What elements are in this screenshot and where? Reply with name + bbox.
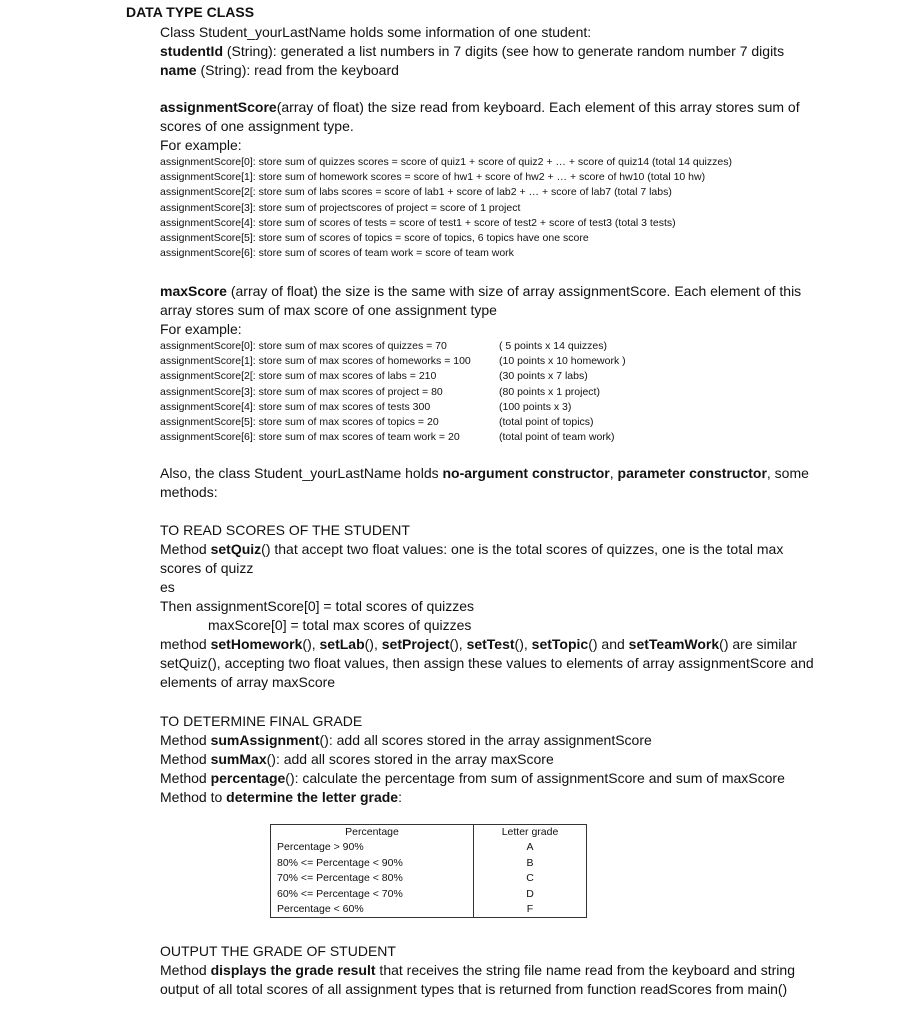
assignment-label: assignmentScore — [160, 99, 277, 115]
sum-max-name: sumMax — [210, 751, 267, 767]
display-pre: Method — [160, 962, 211, 978]
similar-line-3: elements of array maxScore — [160, 674, 336, 690]
set-quiz-name: setQuiz — [210, 541, 262, 557]
class-intro — [160, 23, 820, 80]
assignment-example-line: assignmentScore[0]: store sum of quizzes scores = score of quiz1 + score of quiz2 + … + score of quiz14 (total 14 quizzes) — [160, 156, 732, 168]
display-line-1 — [160, 961, 820, 980]
assignment-example-line: assignmentScore[4]: store sum of scores of tests = score of test1 + score of test2 + score of test3 (total 3 tests) — [160, 216, 676, 229]
l1-pre: Method — [160, 732, 211, 748]
final-grade-title: TO DETERMINE FINAL GRADE — [160, 713, 363, 729]
sim-sep: () and — [588, 636, 629, 652]
sim-sep: () are similar — [719, 636, 797, 652]
param-constructor: parameter constructor — [617, 465, 767, 481]
max-row-right: ( 5 points x 14 quizzes) — [499, 340, 607, 352]
student-id-text: (String): generated a list numbers in 7 digits (see how to generate random number 7 digits — [223, 43, 785, 59]
similar-line-1 — [160, 635, 820, 654]
then-line-2: maxScore[0] = total max scores of quizzes — [208, 617, 472, 633]
l3-pre: Method — [160, 770, 211, 786]
set-quiz-rest: () that accept two float values: one is the total scores of quizzes, one is the total max — [261, 541, 784, 557]
assignment-example-line: assignmentScore[5]: store sum of scores of topics = score of topics, 6 topics have one score — [160, 232, 589, 245]
no-arg-constructor: no-argument constructor — [442, 465, 610, 481]
max-row-right: (total point of team work) — [499, 431, 615, 444]
l3-rest: (): calculate the percentage from sum of assignmentScore and sum of maxScore — [285, 770, 785, 786]
max-example-row — [160, 385, 820, 400]
letter-cell: D — [474, 887, 587, 902]
letter-cell: A — [474, 840, 587, 855]
sum-assignment-line — [160, 731, 820, 750]
l2-pre: Method — [160, 751, 211, 767]
max-example-row — [160, 339, 820, 354]
percentage-cell: Percentage > 90% — [271, 840, 474, 855]
letter-cell: B — [474, 856, 587, 871]
max-desc-2: array stores sum of max score of one assignment type — [160, 302, 497, 318]
name-line — [160, 61, 820, 80]
max-row-left: assignmentScore[1]: store sum of max scores of homeworks = 100 — [160, 355, 471, 368]
assignment-score-section — [160, 98, 820, 261]
assignment-for-example: For example: — [160, 137, 242, 153]
similar-line-2: setQuiz(), accepting two float values, then assign these values to elements of array assignmentScore and — [160, 655, 814, 671]
sim-pre: method — [160, 636, 211, 652]
assignment-desc — [160, 98, 820, 117]
table-row — [271, 887, 587, 902]
max-desc — [160, 282, 820, 301]
assignment-example-line: assignmentScore[2[: store sum of labs scores = score of lab1 + score of lab2 + … + score of lab7 (total 7 labs) — [160, 186, 672, 199]
sim-sep: (), — [302, 636, 320, 652]
set-quiz-line-3: es — [160, 579, 175, 595]
set-lab-name: setLab — [319, 636, 365, 652]
table-row — [271, 856, 587, 871]
assignment-desc-1: (array of float) the size read from keyboard. Each element of this array stores sum of — [276, 99, 800, 115]
max-row-right: (total point of topics) — [499, 415, 594, 428]
max-for-example: For example: — [160, 321, 242, 337]
assignment-example-line: assignmentScore[3]: store sum of projectscores of project = score of 1 project — [160, 201, 521, 214]
max-row-left: assignmentScore[5]: store sum of max scores of topics = 20 — [160, 415, 439, 428]
max-example-row — [160, 415, 820, 430]
percentage-cell: Percentage < 60% — [271, 902, 474, 918]
max-example-row — [160, 369, 820, 384]
letter-grade-name: determine the letter grade — [226, 789, 399, 805]
max-row-left: assignmentScore[0]: store sum of max scores of quizzes = 70 — [160, 340, 447, 352]
output-title: OUTPUT THE GRADE OF STUDENT — [160, 943, 396, 959]
set-homework-name: setHomework — [210, 636, 303, 652]
also-pre: Also, the class Student_yourLastName holds — [160, 465, 443, 481]
max-row-right: (80 points x 1 project) — [499, 385, 600, 398]
max-desc-1: (array of float) the size is the same with size of array assignmentScore. Each element of this — [226, 283, 802, 299]
max-row-left: assignmentScore[2[: store sum of max scores of labs = 210 — [160, 370, 437, 383]
table-row — [271, 840, 587, 855]
then-line-1: Then assignmentScore[0] = total scores of quizzes — [160, 598, 474, 614]
max-row-left: assignmentScore[6]: store sum of max scores of team work = 20 — [160, 431, 460, 444]
also-line-1 — [160, 464, 820, 483]
assignment-example-line: assignmentScore[6]: store sum of scores of team work = score of team work — [160, 247, 514, 260]
also-post: , some — [766, 465, 809, 481]
max-score-section — [160, 282, 820, 445]
sim-sep: (), — [449, 636, 467, 652]
output-section — [160, 942, 820, 999]
max-row-left: assignmentScore[3]: store sum of max scores of project = 80 — [160, 385, 443, 398]
display-grade-name: displays the grade result — [210, 962, 376, 978]
percentage-cell: 70% <= Percentage < 80% — [271, 871, 474, 886]
display-line-2: output of all total scores of all assignment types that is returned from function readScores from main() — [160, 981, 788, 997]
sim-sep: (), — [364, 636, 382, 652]
max-example-row — [160, 430, 820, 445]
sim-sep: (), — [514, 636, 532, 652]
max-example-row — [160, 400, 820, 415]
section-heading: DATA TYPE CLASS — [126, 4, 255, 20]
letter-cell: F — [474, 902, 587, 918]
intro-line: Class Student_yourLastName holds some information of one student: — [160, 24, 592, 40]
l4-pre: Method to — [160, 789, 227, 805]
max-label: maxScore — [160, 283, 227, 299]
display-rest: that receives the string file name read from the keyboard and string — [375, 962, 795, 978]
also-line-2: methods: — [160, 484, 218, 500]
set-quiz-pre: Method — [160, 541, 211, 557]
student-id-label: studentId — [160, 43, 223, 59]
assignment-example-list — [160, 155, 820, 261]
l2-rest: (): add all scores stored in the array maxScore — [266, 751, 554, 767]
sum-assignment-name: sumAssignment — [210, 732, 320, 748]
max-row-left: assignmentScore[4]: store sum of max scores of tests 300 — [160, 400, 431, 413]
student-id-line — [160, 42, 820, 61]
set-teamwork-name: setTeamWork — [628, 636, 720, 652]
grade-table — [270, 824, 587, 918]
percentage-line — [160, 769, 820, 788]
letter-cell: C — [474, 871, 587, 886]
header-letter-grade: Letter grade — [474, 825, 587, 841]
max-example-row — [160, 354, 820, 369]
header-percentage: Percentage — [271, 825, 474, 841]
set-quiz-line-2: scores of quizz — [160, 560, 254, 576]
max-row-right: (30 points x 7 labs) — [499, 370, 588, 383]
set-quiz-line — [160, 540, 820, 559]
set-test-name: setTest — [466, 636, 515, 652]
percentage-cell: 80% <= Percentage < 90% — [271, 856, 474, 871]
letter-grade-line — [160, 788, 820, 807]
read-scores-title: TO READ SCORES OF THE STUDENT — [160, 522, 410, 538]
table-header-row — [271, 825, 587, 841]
set-project-name: setProject — [381, 636, 450, 652]
assignment-desc-2: scores of one assignment type. — [160, 118, 354, 134]
max-example-list — [160, 339, 820, 445]
also-paragraph — [160, 464, 820, 502]
sum-max-line — [160, 750, 820, 769]
name-label: name — [160, 62, 197, 78]
l1-rest: (): add all scores stored in the array assignmentScore — [319, 732, 652, 748]
max-row-right: (10 points x 10 homework ) — [499, 355, 626, 368]
table-row — [271, 902, 587, 918]
assignment-example-line: assignmentScore[1]: store sum of homework scores = score of hw1 + score of hw2 + … + score of hw10 (total 10 hw) — [160, 171, 706, 184]
table-row — [271, 871, 587, 886]
max-row-right: (100 points x 3) — [499, 400, 572, 413]
l4-rest: : — [398, 789, 402, 805]
percentage-cell: 60% <= Percentage < 70% — [271, 887, 474, 902]
final-grade-section — [160, 712, 820, 807]
also-mid: , — [609, 465, 618, 481]
set-topic-name: setTopic — [531, 636, 589, 652]
percentage-name: percentage — [210, 770, 286, 786]
name-text: (String): read from the keyboard — [196, 62, 399, 78]
read-scores-section — [160, 521, 820, 692]
